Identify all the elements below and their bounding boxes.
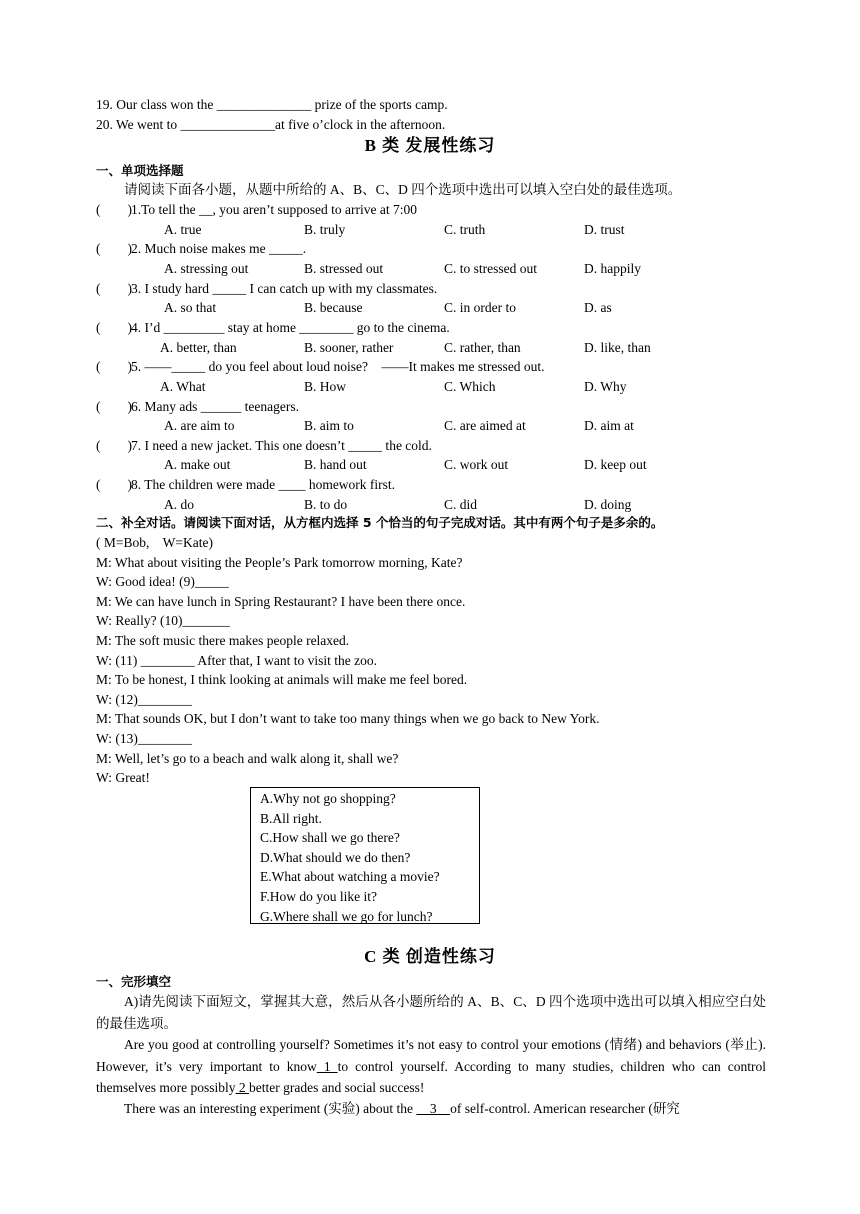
answer-paren: ( ) (96, 202, 132, 217)
option-c: C. did (444, 496, 478, 512)
option-c: C. in order to (444, 300, 516, 316)
cloze-paragraph-1: Are you good at controlling yourself? Sometimes it’s not easy to control your emotions (情绪) and behaviors (举止). However, it’s very important to know 1 to control yourself. According to many studies, children who can control themselves more possibly 2 better grades and social success! (96, 1037, 767, 1095)
option-b: B. hand out (304, 457, 367, 473)
dialogue-line: W: (11) ________ After that, I want to visit the zoo. (96, 652, 377, 668)
dialogue-line: M: To be honest, I think looking at animals will make me feel bored. (96, 672, 468, 688)
option-b: B. sooner, rather (304, 339, 394, 355)
option-a: A. do (164, 496, 194, 512)
choice-item: A.Why not go shopping? (260, 791, 396, 806)
blank-2: 2 (235, 1080, 249, 1095)
cloze-title: 一、完形填空 (96, 974, 172, 989)
answer-paren: ( ) (96, 398, 132, 414)
option-a: A. stressing out (164, 260, 249, 276)
option-d: D. like, than (584, 339, 651, 355)
question-stem: 5. ——_____ do you feel about loud noise? ——It makes me stressed out. (131, 359, 545, 375)
option-a: A. What (160, 378, 206, 394)
dialogue-line: W: (12)________ (96, 691, 192, 707)
dialogue-line: M: What about visiting the People’s Park tomorrow morning, Kate? (96, 554, 463, 570)
option-d: D. aim at (584, 418, 634, 434)
cloze-paragraph-2: There was an interesting experiment (实验) about the 3 of self-control. American researcher (研究 (124, 1101, 680, 1116)
choice-item: F.How do you like it? (260, 888, 378, 904)
option-c: C. to stressed out (444, 260, 537, 276)
option-b: B. How (304, 378, 347, 394)
question-stem: 2. Much noise makes me _____. (131, 241, 307, 257)
choice-item: E.What about watching a movie? (260, 869, 440, 885)
option-c: C. are aimed at (444, 418, 526, 434)
option-c: C. truth (444, 221, 486, 237)
option-a: A. true (164, 221, 202, 237)
answer-paren: ( ) (96, 437, 132, 453)
option-c: C. rather, than (444, 339, 521, 355)
part1-title: 一、单项选择题 (96, 163, 184, 178)
question-stem: 4. I’d _________ stay at home ________ go to the cinema. (131, 319, 450, 335)
dialogue-line: W: Good idea! (9)_____ (96, 574, 229, 590)
option-a: A. make out (164, 457, 231, 473)
question-stem: 6. Many ads ______ teenagers. (131, 398, 299, 414)
choice-item: B.All right. (260, 810, 322, 826)
answer-paren: ( ) (96, 359, 132, 375)
choice-item: C.How shall we go there? (260, 830, 400, 846)
option-b: B. because (304, 300, 363, 316)
option-a: A. better, than (160, 339, 237, 355)
dialogue-line: ( M=Bob, W=Kate) (96, 535, 213, 550)
question-stem: 8. The children were made ____ homework first. (131, 477, 396, 493)
option-d: D. as (584, 300, 612, 316)
choices-box (250, 787, 480, 924)
option-d: D. doing (584, 496, 632, 512)
option-b: B. stressed out (304, 260, 384, 276)
answer-paren: ( ) (96, 319, 132, 335)
dialogue-line: M: We can have lunch in Spring Restaurant? I have been there once. (96, 593, 466, 609)
option-d: D. keep out (584, 457, 647, 473)
section-c-title: C 类 创造性练习 (364, 947, 496, 966)
answer-paren: ( ) (96, 241, 132, 257)
cloze-instruction: A)请先阅读下面短文，掌握其大意，然后从各小题所给的 A、B、C、D 四个选项中选出可以填入相应空白处的最佳选项。 (96, 994, 766, 1031)
option-a: A. are aim to (164, 418, 235, 434)
blank-1: 1 (316, 1058, 338, 1074)
question-stem: 7. I need a new jacket. This one doesn’t _____ the cold. (131, 437, 432, 453)
dialogue-line: M: That sounds OK, but I don’t want to take too many things when we go back to New York. (96, 711, 600, 727)
question-stem: 1.To tell the __, you aren’t supposed to arrive at 7:00 (131, 202, 417, 217)
option-b: B. to do (304, 496, 348, 512)
option-d: D. happily (584, 260, 641, 276)
choice-item: G.Where shall we go for lunch? (260, 908, 433, 924)
dialogue-line: W: Really? (10)_______ (96, 613, 230, 629)
question-19: 19. Our class won the ______________ prize of the sports camp. (96, 97, 448, 112)
dialogue-line: M: The soft music there makes people relaxed. (96, 633, 350, 648)
dialogue-line: W: (13)________ (96, 731, 192, 746)
option-d: D. Why (584, 378, 627, 394)
question-20: 20. We went to ______________at five o’clock in the afternoon. (96, 117, 446, 132)
dialogue-line: W: Great! (96, 770, 150, 786)
part2-title: 二、补全对话。请阅读下面对话，从方框内选择 5 个恰当的句子完成对话。其中有两个句子是多余的。 (96, 515, 664, 530)
option-a: A. so that (164, 300, 217, 316)
answer-paren: ( ) (96, 477, 132, 493)
blank-3: 3 (416, 1101, 451, 1116)
option-b: B. aim to (304, 418, 354, 434)
option-c: C. Which (444, 378, 496, 394)
option-c: C. work out (444, 457, 509, 473)
part1-instruction: 请阅读下面各小题，从题中所给的 A、B、C、D 四个选项中选出可以填入空白处的最佳选项。 (124, 182, 682, 197)
answer-paren: ( ) (96, 280, 132, 296)
question-stem: 3. I study hard _____ I can catch up with my classmates. (131, 280, 438, 296)
option-b: B. truly (304, 221, 346, 237)
section-b-title: B 类 发展性练习 (364, 136, 496, 155)
option-d: D. trust (584, 221, 625, 237)
dialogue-line: M: Well, let’s go to a beach and walk along it, shall we? (96, 750, 399, 766)
choice-item: D.What should we do then? (260, 849, 411, 865)
